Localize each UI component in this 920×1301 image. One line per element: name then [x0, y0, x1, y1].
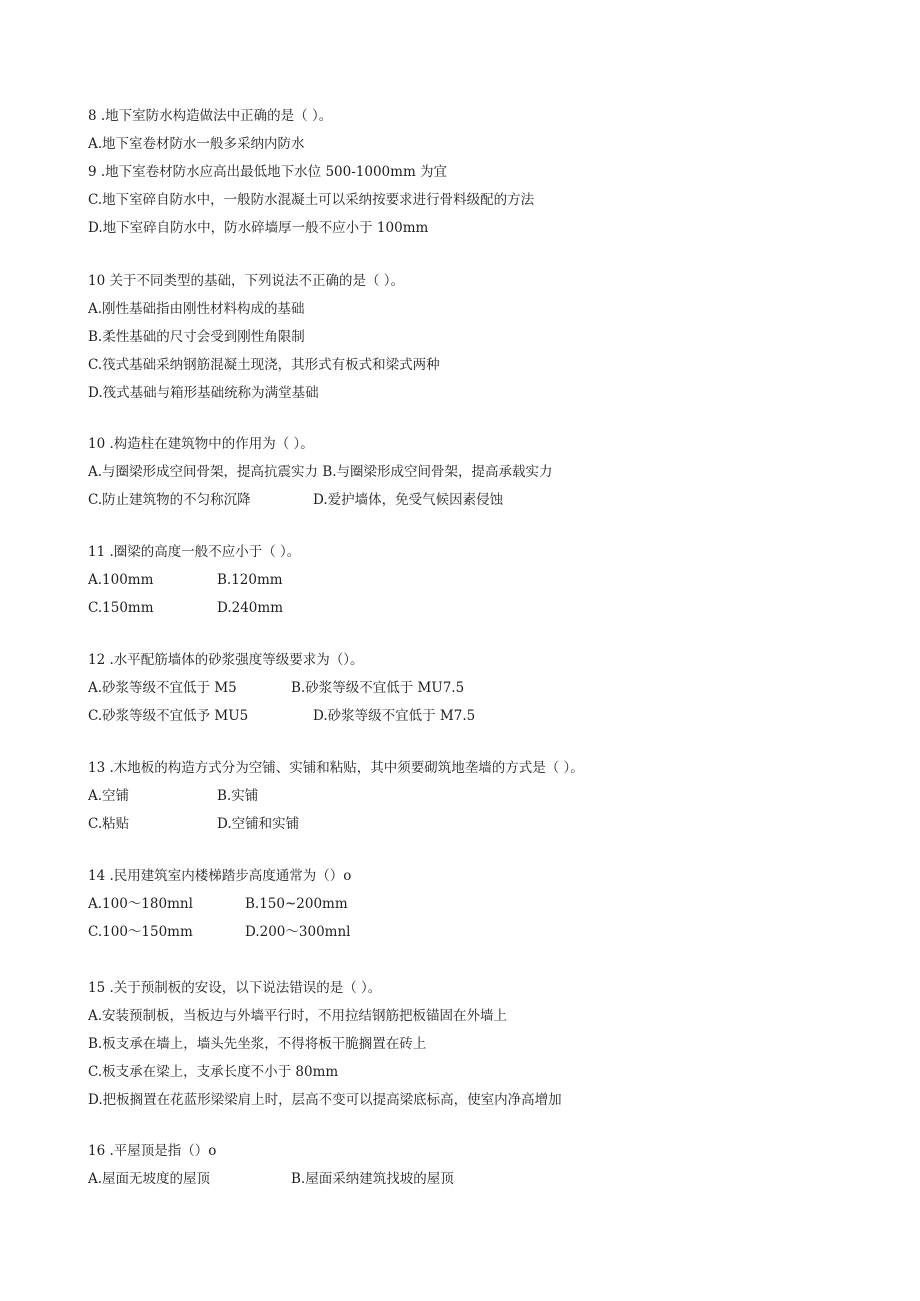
question-block: [88, 267, 888, 407]
option-line: [88, 186, 888, 214]
option: C.防止建筑物的不匀称沉降: [88, 492, 251, 508]
question-stem: 14 .民用建筑室内楼梯踏步高度通常为（）o: [88, 868, 352, 884]
option-line: [88, 1030, 888, 1058]
option: D.地下室碎自防水中，防水碎墙厚一般不应小于 100mm: [88, 220, 429, 236]
option: C.筏式基础采纳钢筋混凝土现浇，其形式有板式和梁式两种: [88, 357, 440, 373]
question-block: [88, 102, 888, 242]
option: A.屋面无坡度的屋顶: [88, 1171, 211, 1187]
option-line: [88, 486, 888, 514]
option-line: [88, 458, 888, 486]
option: A.100mm: [88, 572, 154, 588]
option: C.150mm: [88, 600, 154, 616]
option: C.砂浆等级不宜低予 MU5: [88, 708, 249, 724]
option: A.刚性基础指由刚性材料构成的基础: [88, 301, 305, 317]
option: D.空铺和实铺: [217, 816, 300, 832]
option-line: [88, 1086, 888, 1114]
option: A.地下室卷材防水一般多采纳内防水: [88, 136, 305, 152]
option-line: [88, 130, 888, 158]
question-stem: 10 .构造柱在建筑物中的作用为（ ）。: [88, 436, 314, 452]
option: B.砂浆等级不宜低于 MU7.5: [291, 680, 465, 696]
question-stem: 15 .关于预制板的安设，以下说法错误的是（ ）。: [88, 980, 382, 996]
option-line: [88, 379, 888, 407]
option-line: [88, 918, 888, 946]
question-stem: 11 .圈梁的高度一般不应小于（ ）。: [88, 544, 301, 560]
option: A.100～180mnl: [88, 896, 193, 912]
option-line: [88, 1002, 888, 1030]
question-stem: 16 .平屋顶是指（）o: [88, 1143, 217, 1159]
question-block: [88, 974, 888, 1114]
option: C.100～150mm: [88, 924, 193, 940]
option-line: [88, 323, 888, 351]
option-line: [88, 782, 888, 810]
option: A.砂浆等级不宜低于 M5: [88, 680, 237, 696]
option-line: [88, 594, 888, 622]
question-stem: 8 .地下室防水构造做法中正确的是（ ）。: [88, 108, 333, 124]
option: D.砂浆等级不宜低于 M7.5: [313, 708, 476, 724]
question-block: [88, 754, 888, 838]
option: B.柔性基础的尺寸会受到刚性角限制: [88, 329, 305, 345]
option: A.安装预制板，当板边与外墙平行时，不用拉结钢筋把板锚固在外墙上: [88, 1008, 508, 1024]
option: C.板支承在梁上，支承长度不小于 80mm: [88, 1064, 339, 1080]
option-line: [88, 1165, 888, 1193]
option-line: [88, 1058, 888, 1086]
option: D.筏式基础与箱形基础统称为满堂基础: [88, 385, 319, 401]
option: A.与圈梁形成空间骨架，提高抗震实力 B.与圈梁形成空间骨架，提高承载实力: [88, 464, 553, 480]
question-block: [88, 862, 888, 946]
option-line: [88, 351, 888, 379]
option: D.把板搁置在花蓝形梁梁肩上时，层高不变可以提高梁底标高，使室内净高增加: [88, 1092, 562, 1108]
option-line: [88, 158, 888, 186]
option: B.150~200mm: [245, 896, 348, 912]
question-block: [88, 1137, 888, 1193]
question-stem: 13 .木地板的构造方式分为空铺、实铺和粘贴，其中须要砌筑地垄墙的方式是（ ）。: [88, 760, 584, 776]
option-line: [88, 810, 888, 838]
option: D.240mm: [217, 600, 284, 616]
option: C.粘贴: [88, 816, 130, 832]
option: C.地下室碎自防水中，一般防水混凝土可以采纳按要求进行骨料级配的方法: [88, 192, 535, 208]
option: 9 .地下室卷材防水应高出最低地下水位 500-1000mm 为宜: [88, 164, 448, 180]
option: D.200～300mnl: [245, 924, 351, 940]
option: D.爱护墙体，免受气候因素侵蚀: [313, 492, 504, 508]
option-line: [88, 295, 888, 323]
option: B.120mm: [217, 572, 283, 588]
option: B.实铺: [217, 788, 259, 804]
question-stem: 10 关于不同类型的基础，下列说法不正确的是（ ）。: [88, 273, 405, 289]
option: B.板支承在墙上，墙头先坐浆，不得将板干脆搁置在砖上: [88, 1036, 427, 1052]
option-line: [88, 702, 888, 730]
option: A.空铺: [88, 788, 130, 804]
question-stem: 12 .水平配筋墙体的砂浆强度等级要求为（）。: [88, 652, 364, 668]
option-line: [88, 674, 888, 702]
question-block: [88, 646, 888, 730]
option-line: [88, 566, 888, 594]
option-line: [88, 214, 888, 242]
option: B.屋面采纳建筑找坡的屋顶: [291, 1171, 454, 1187]
question-block: [88, 538, 888, 622]
question-block: [88, 430, 888, 514]
option-line: [88, 890, 888, 918]
